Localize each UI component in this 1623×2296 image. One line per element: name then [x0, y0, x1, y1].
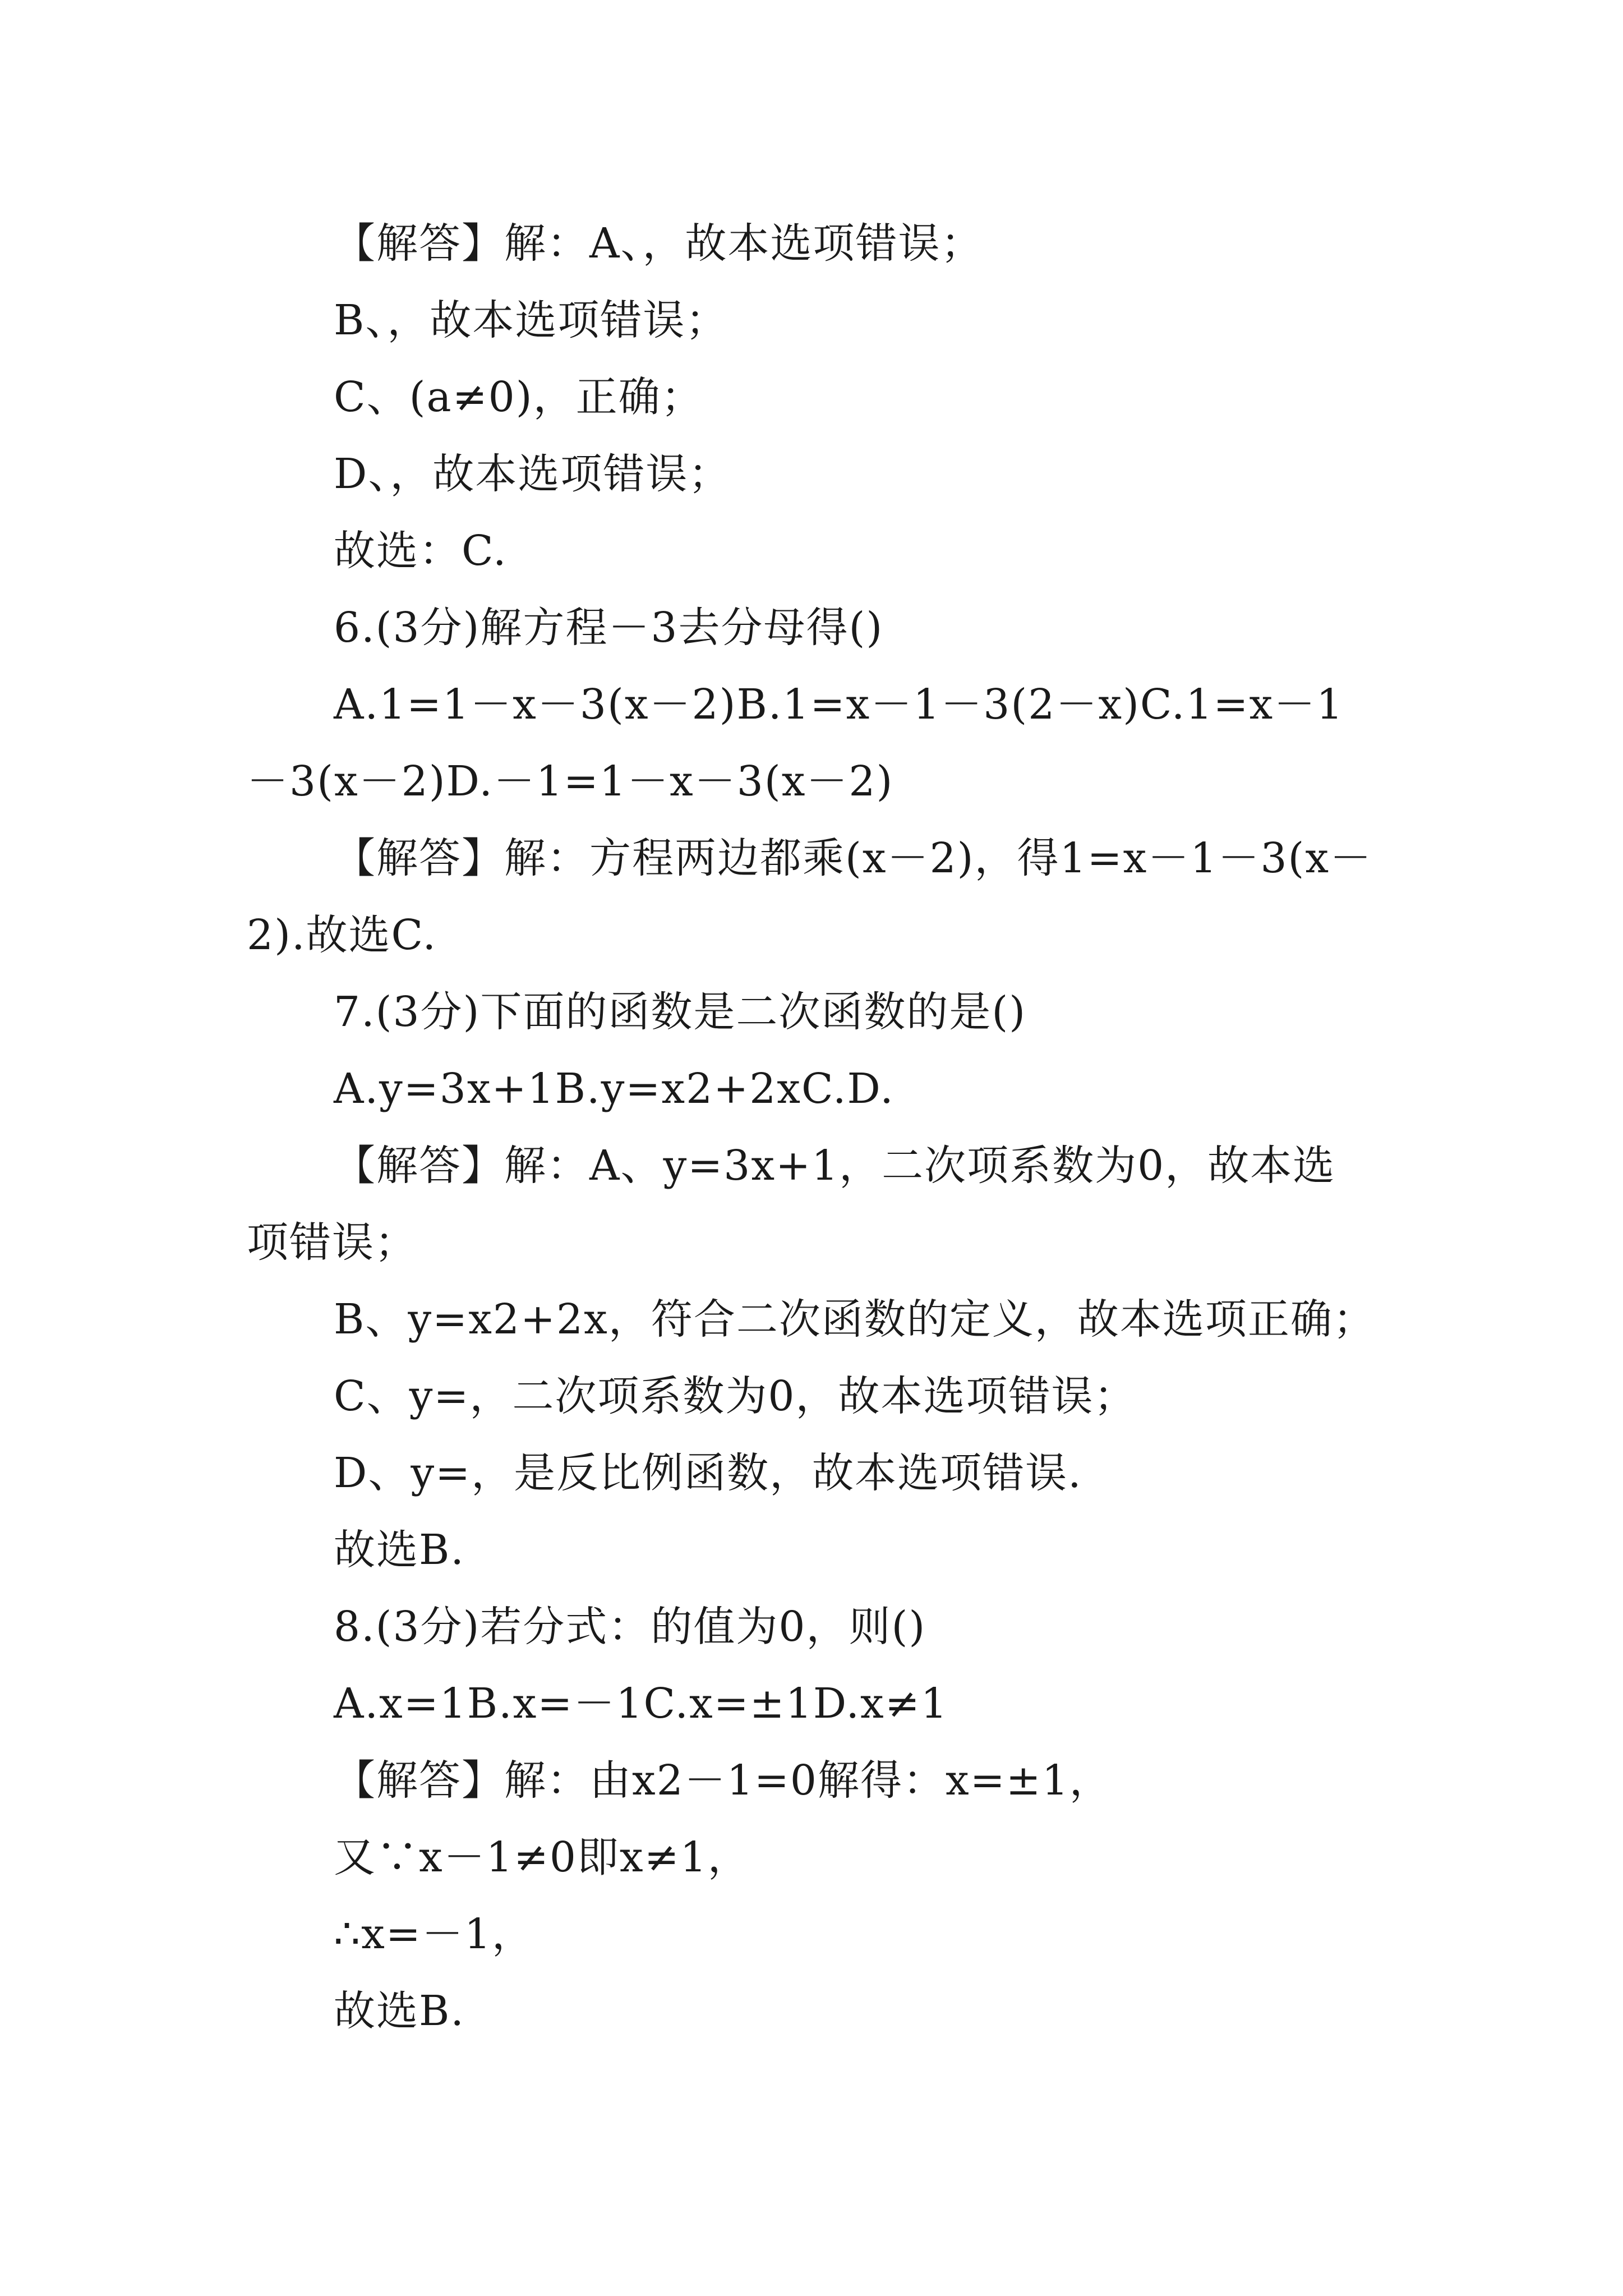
answer-q7-option-b: B、y=x2+2x，符合二次函数的定义，故本选项正确；: [334, 1295, 1376, 1343]
answer-q7-option-a: 【解答】解：A、y=3x+1，二次项系数为0，故本选项错误；: [247, 1142, 1336, 1267]
answer-q5-option-b: B、，故本选项错误；: [334, 296, 728, 344]
answer-q5-option-c: C、(a≠0)，正确；: [334, 373, 704, 421]
answer-q8-step-1: 【解答】解：由x2－1=0解得：x=±1，: [334, 1756, 1112, 1805]
answer-q8-choice: 故选B.: [334, 1987, 465, 2035]
question-6: 6.(3分)解方程－3去分母得(): [334, 604, 884, 652]
question-8: 8.(3分)若分式：的值为0，则(): [334, 1603, 926, 1651]
question-6-options: A.1=1－x－3(x－2)B.1=x－1－3(2－x)C.1=x－1－3(x－2)D.－1=1－x－3(x－2): [247, 680, 1344, 806]
answer-q7-option-d: D、y=，是反比例函数，故本选项错误.: [334, 1449, 1082, 1497]
solution-text: [247, 205, 1377, 2050]
answer-q5-option-d: D、，故本选项错误；: [334, 450, 731, 498]
answer-q7-choice: 故选B.: [334, 1526, 465, 1574]
question-7-options: A.y=3x+1B.y=x2+2xC.D.: [334, 1065, 895, 1113]
answer-q5-choice: 故选：C.: [334, 527, 508, 575]
answer-q6: 【解答】解：方程两边都乘(x－2)，得1=x－1－3(x－2).故选C.: [247, 834, 1373, 959]
answer-q8-step-2: 又∵x－1≠0即x≠1，: [334, 1833, 750, 1881]
answer-q5-intro: 【解答】解：A、，故本选项错误；: [334, 219, 984, 268]
answer-q8-step-3: ∴x=－1，: [334, 1910, 534, 1958]
question-7: 7.(3分)下面的函数是二次函数的是(): [334, 988, 1027, 1036]
answer-q7-option-c: C、y=，二次项系数为0，故本选项错误；: [334, 1372, 1137, 1420]
question-8-options: A.x=1B.x=－1C.x=±1D.x≠1: [334, 1680, 948, 1728]
